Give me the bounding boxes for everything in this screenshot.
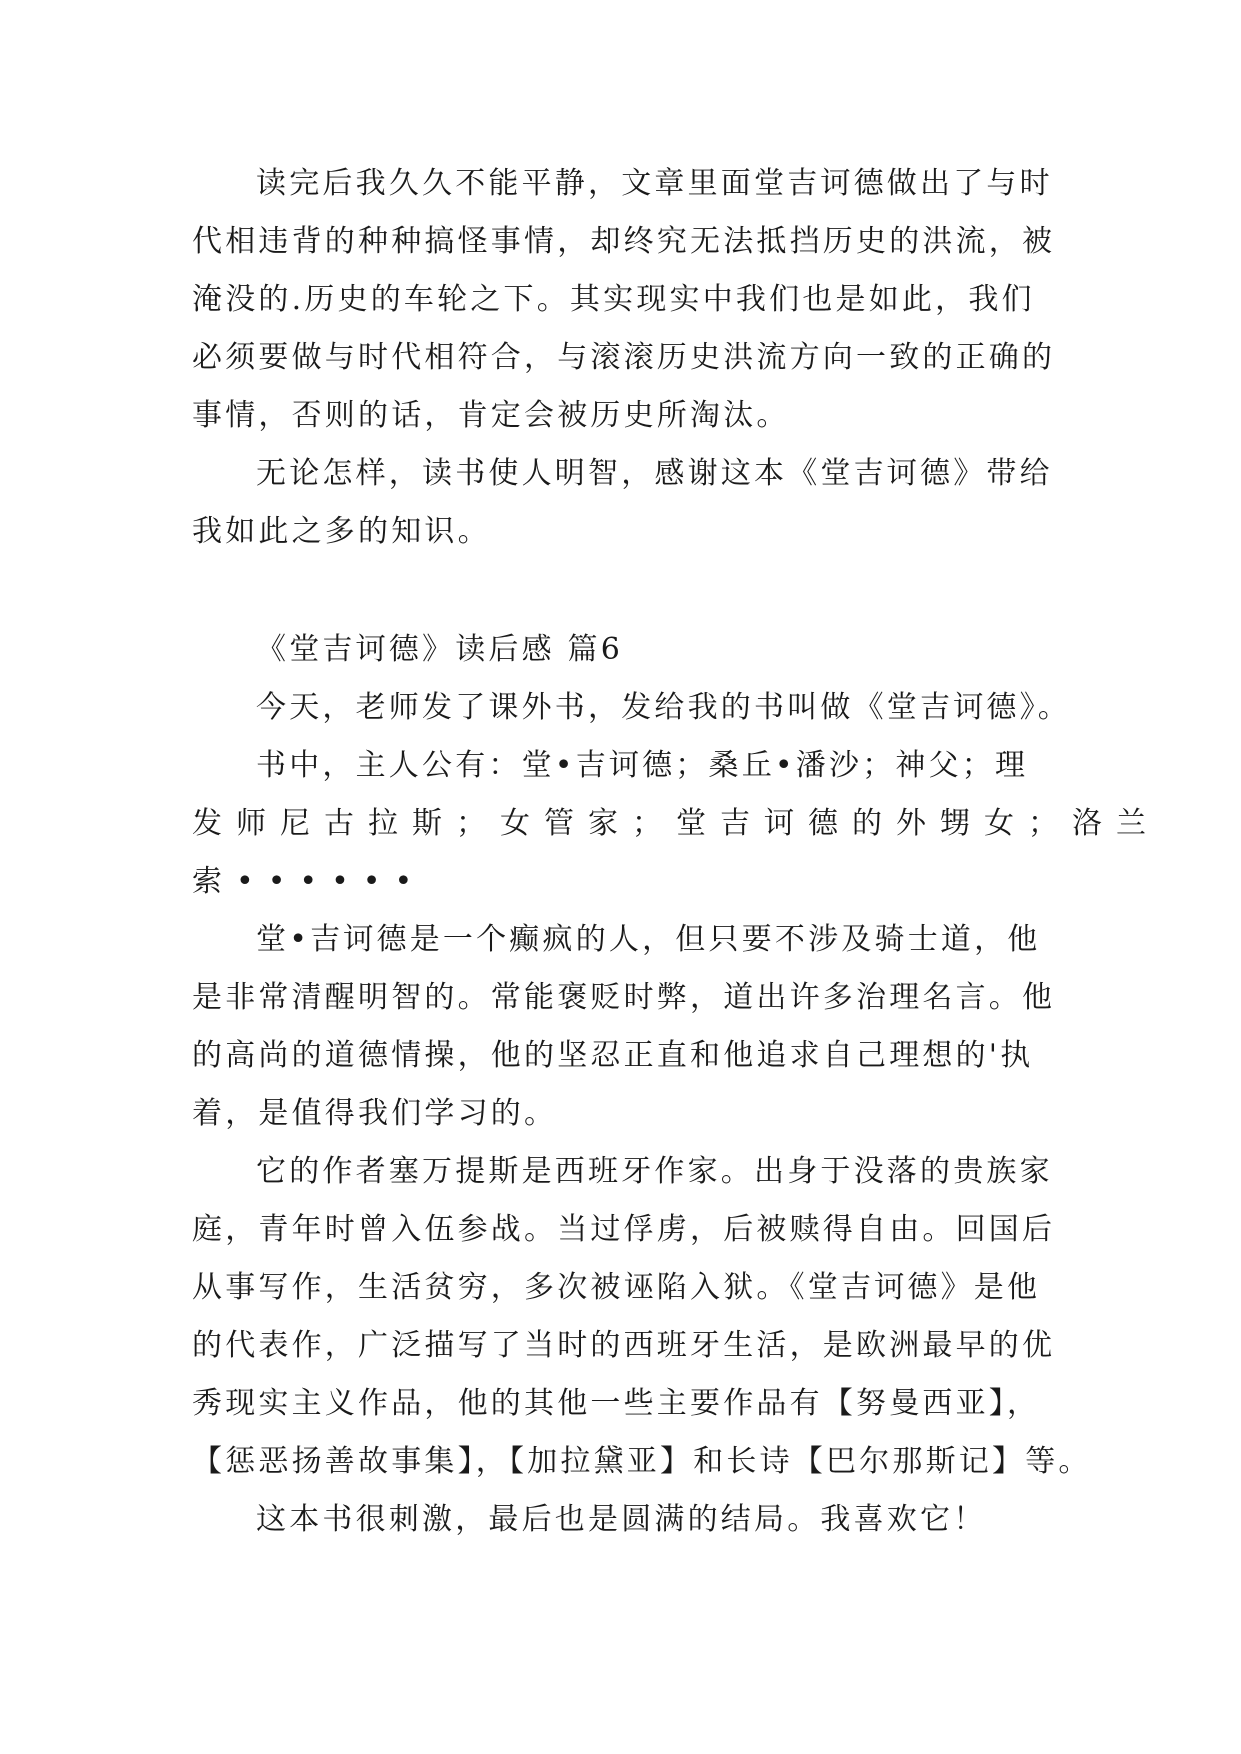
text-line: 【惩恶扬善故事集】，【加拉黛亚】和长诗【巴尔那斯记】等。 [192,1444,1092,1479]
text-line: 的代表作，广泛描写了当时的西班牙生活，是欧洲最早的优 [192,1328,1056,1363]
paragraph-author [192,1143,1092,1491]
text-line: 秀现实主义作品，他的其他一些主要作品有【努曼西亚】， [192,1386,1041,1421]
text-line: 从事写作，生活贫穷，多次被诬陷入狱。《堂吉诃德》是他 [192,1270,1041,1305]
text-line: 堂•吉诃德是一个癫疯的人，但只要不涉及骑士道，他 [256,922,1041,957]
text-line: 的高尚的道德情操，他的坚忍正直和他追求自己理想的'执 [192,1038,1034,1073]
text-line: 必须要做与时代相符合，与滚滚历史洪流方向一致的正确的 [192,340,1056,375]
text-line: 淹没的.历史的车轮之下。其实现实中我们也是如此，我们 [192,282,1035,317]
paragraph-conclusion [192,445,1052,561]
text-line: 我如此之多的知识。 [192,514,491,549]
text-line: 这本书很刺激，最后也是圆满的结局。我喜欢它！ [256,1502,987,1537]
text-line: 发师尼古拉斯；女管家；堂吉诃德的外甥女；洛兰 [192,806,1160,841]
text-line: 索•••••• [192,864,427,899]
paragraph-protagonist [192,911,1056,1143]
text-line: 代相违背的种种搞怪事情，却终究无法抵挡历史的洪流，被 [192,224,1056,259]
text-line: 是非常清醒明智的。常能褒贬时弊，道出许多治理名言。他 [192,980,1056,1015]
text-line: 今天，老师发了课外书，发给我的书叫做《堂吉诃德》。 [256,690,1071,725]
paragraph-intro [192,679,1071,737]
paragraph-ending [192,1491,1052,1549]
text-line: 书中，主人公有：堂•吉诃德；桑丘•潘沙；神父；理 [256,748,1029,783]
section-title: 《堂吉诃德》读后感 篇6 [256,632,624,667]
text-line: 读完后我久久不能平静，文章里面堂吉诃德做出了与时 [256,166,1053,201]
text-line: 它的作者塞万提斯是西班牙作家。出身于没落的贵族家 [256,1154,1053,1189]
text-line: 事情，否则的话，肯定会被历史所淘汰。 [192,398,790,433]
paragraph-characters [192,737,1160,911]
text-line: 着，是值得我们学习的。 [192,1096,558,1131]
paragraph-reflection [192,155,1056,445]
section-spacer [192,561,1052,621]
text-line: 无论怎样，读书使人明智，感谢这本《堂吉诃德》带给 [256,456,1053,491]
document-page [192,155,1160,1549]
text-line: 庭，青年时曾入伍参战。当过俘虏，后被赎得自由。回国后 [192,1212,1056,1247]
